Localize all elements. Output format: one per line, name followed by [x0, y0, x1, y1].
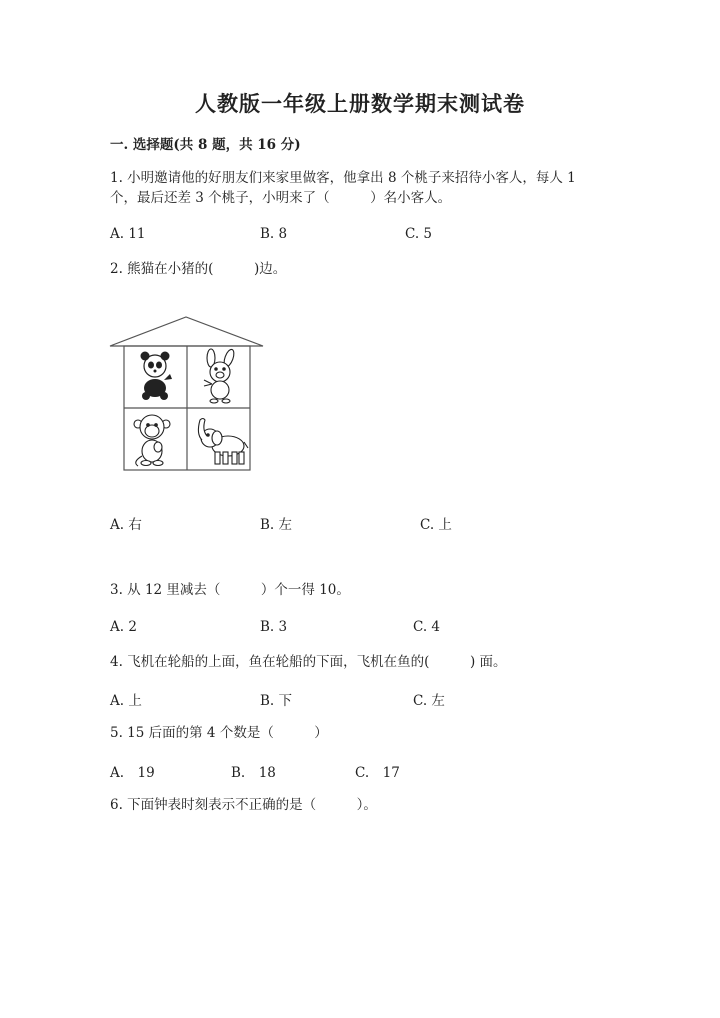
question-5-option-c: C. 17: [355, 765, 400, 781]
house-roof: [110, 317, 263, 346]
question-2-option-a: A. 右: [110, 517, 142, 533]
question-3-line-1: 3. 从 12 里减去（ ）个一得 10。: [110, 582, 350, 598]
question-3-option-b: B. 3: [260, 619, 288, 635]
question-4-option-c: C. 左: [413, 693, 445, 709]
question-1-line-1: 1. 小明邀请他的好朋友们来家里做客，他拿出 8 个桃子来招待小客人，每人 1: [110, 170, 576, 186]
question-4-option-a: A. 上: [110, 693, 142, 709]
question-2-line-1: 2. 熊猫在小猪的( )边。: [110, 261, 287, 277]
question-1-option-c: C. 5: [405, 226, 433, 242]
question-5-line-1: 5. 15 后面的第 4 个数是（ ）: [110, 725, 328, 741]
pig-icon: [204, 348, 236, 403]
panda-icon: [141, 352, 173, 401]
question-5-option-b: B. 18: [231, 765, 276, 781]
elephant-icon: [198, 419, 248, 465]
question-5-option-a: A. 19: [110, 765, 155, 781]
question-1-line-2: 个，最后还差 3 个桃子，小明来了（ ）名小客人。: [110, 190, 452, 206]
question-2-option-c: C. 上: [420, 517, 452, 533]
question-3-option-a: A. 2: [110, 619, 137, 635]
section-heading: 一. 选择题(共 8 题，共 16 分): [110, 137, 301, 153]
question-6-line-1: 6. 下面钟表时刻表示不正确的是（ ）。: [110, 797, 377, 813]
question-1-option-b: B. 8: [260, 226, 288, 242]
question-3-option-c: C. 4: [413, 619, 441, 635]
question-4-option-b: B. 下: [260, 693, 293, 709]
monkey-icon: [134, 415, 170, 466]
question-4-line-1: 4. 飞机在轮船的上面，鱼在轮船的下面，飞机在鱼的( ) 面。: [110, 654, 507, 670]
question-1-option-a: A. 11: [110, 226, 146, 242]
animal-house-figure: [108, 314, 266, 474]
page-title: 人教版一年级上册数学期末测试卷: [195, 91, 525, 116]
question-2-option-b: B. 左: [260, 517, 293, 533]
